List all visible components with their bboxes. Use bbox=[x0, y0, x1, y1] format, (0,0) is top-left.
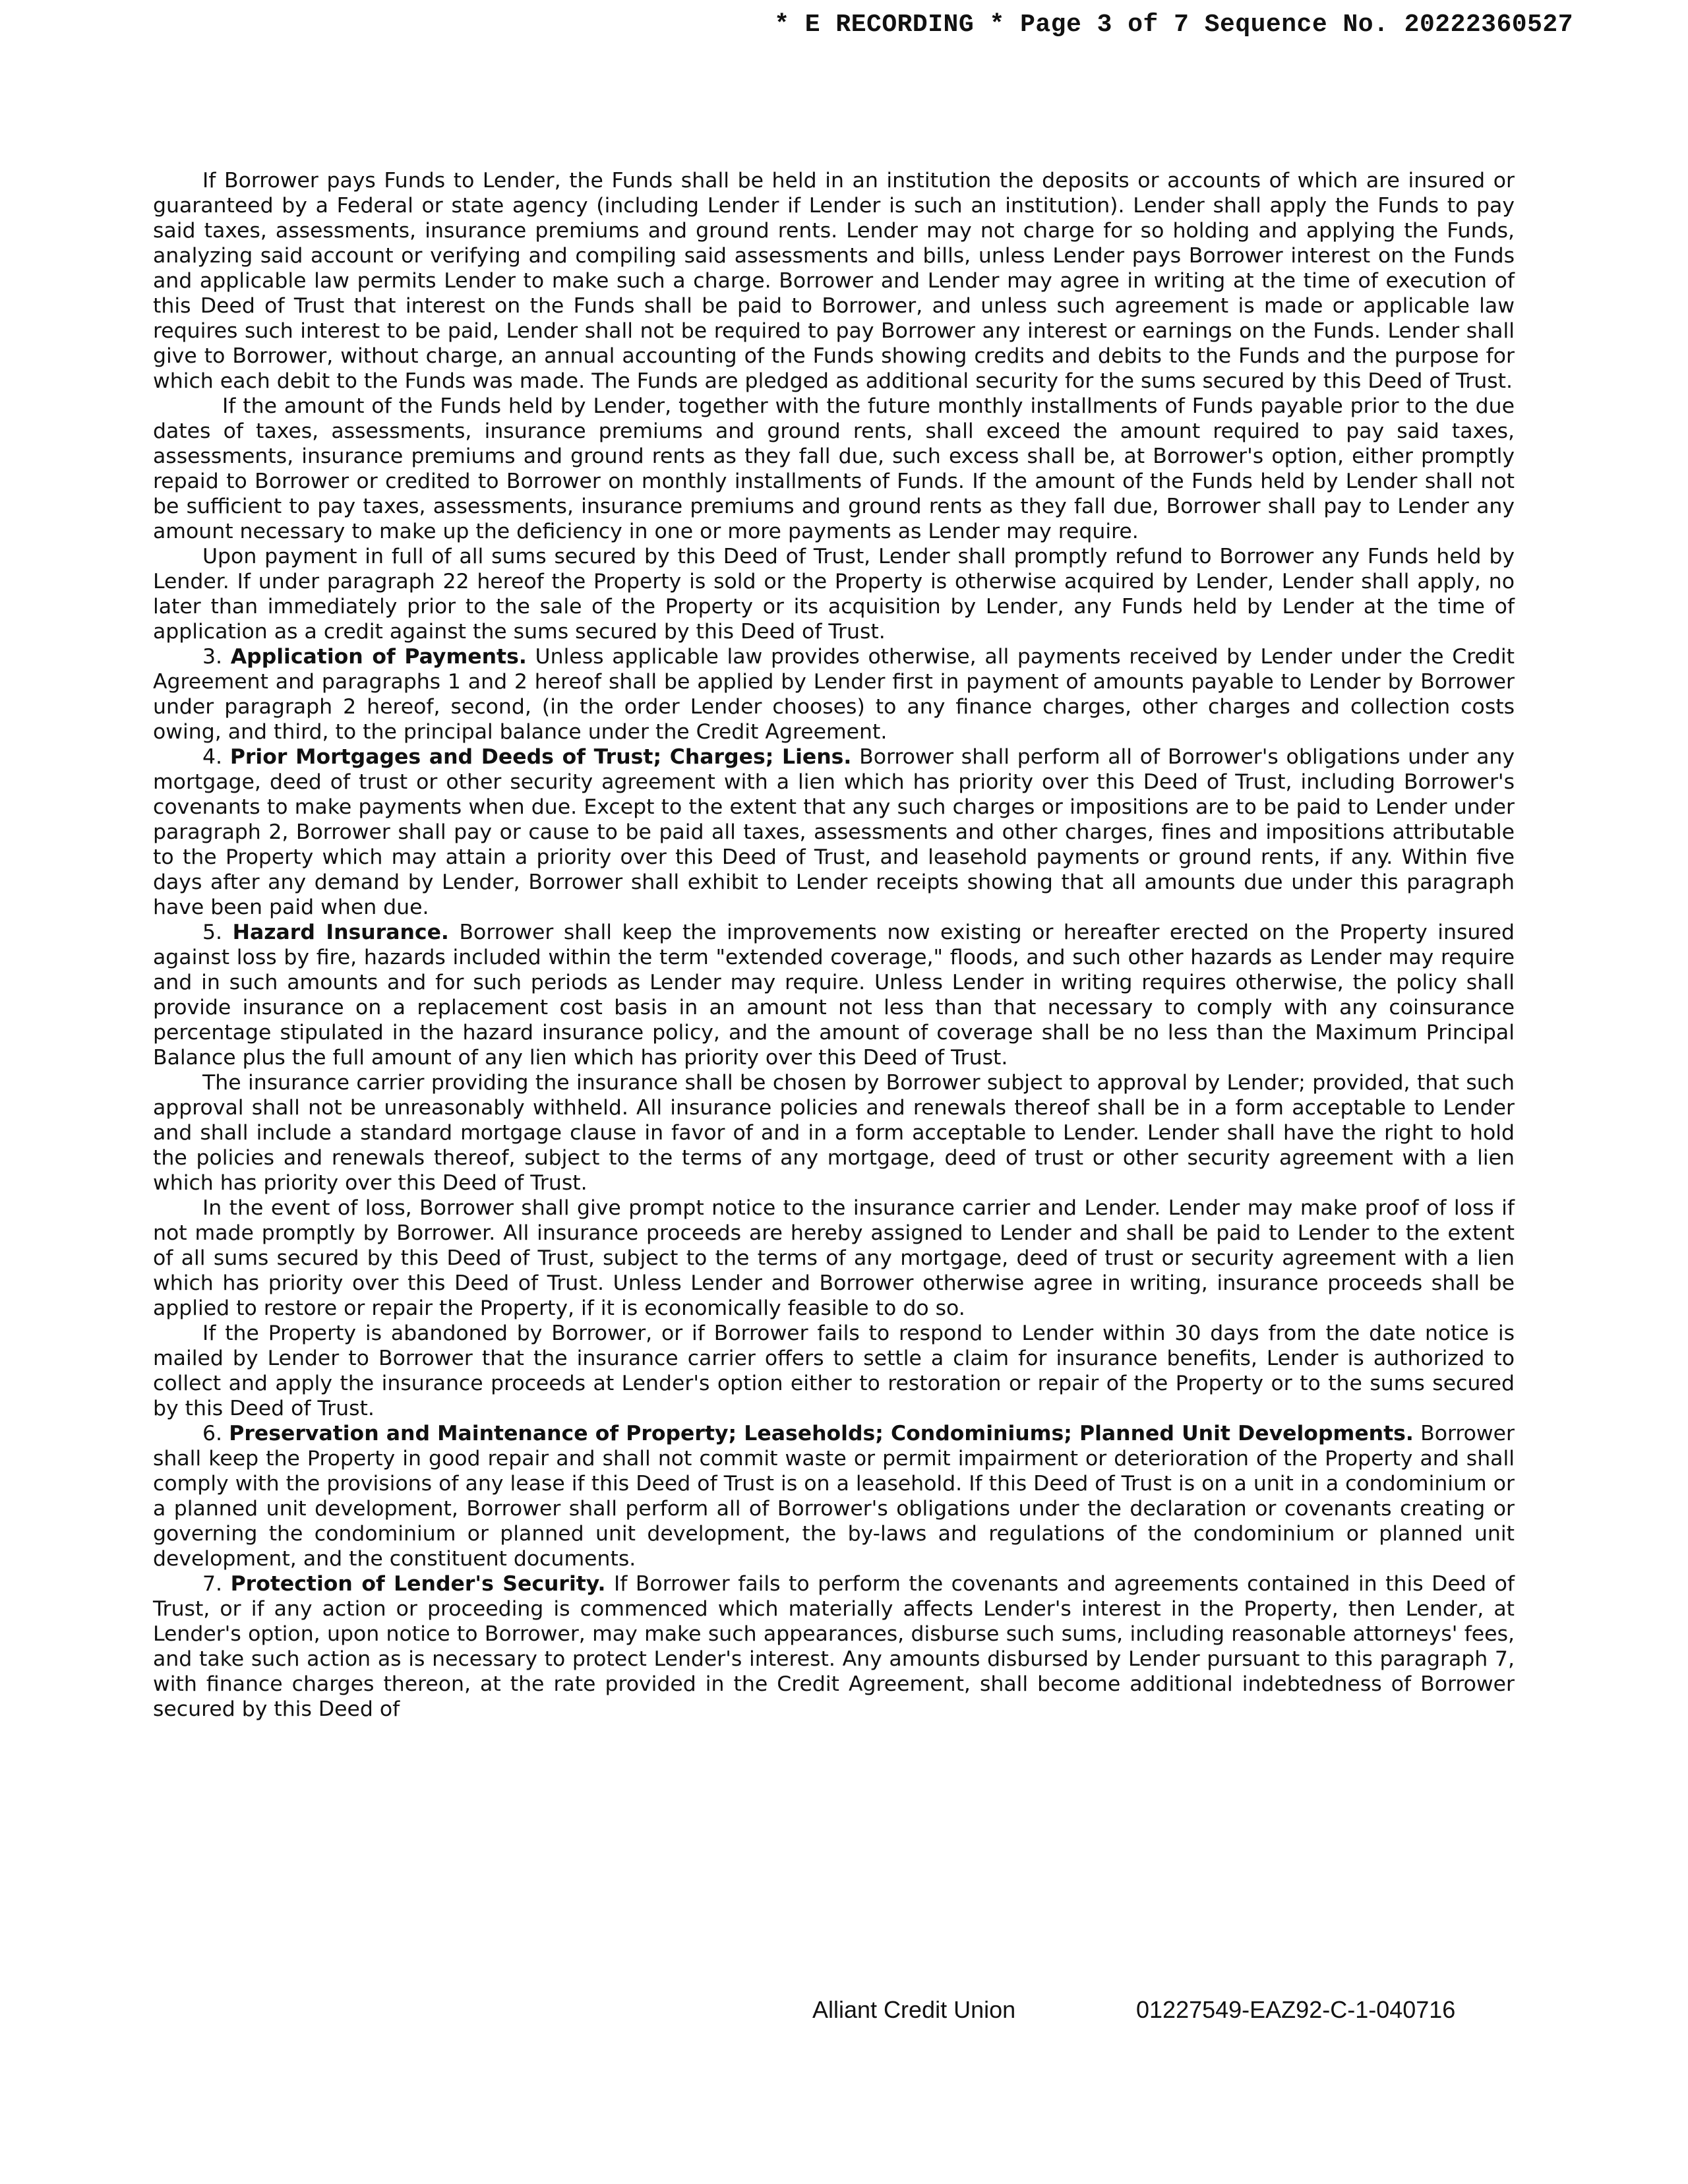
recording-header: * E RECORDING * Page 3 of 7 Sequence No. 20222360527 bbox=[774, 11, 1573, 39]
section-7-protection-of-security bbox=[153, 1571, 1515, 1722]
section-title: Application of Payments. bbox=[230, 645, 527, 669]
section-title: Preservation and Maintenance of Property; Leaseholds; Condominiums; Planned Unit Developments. bbox=[229, 1422, 1414, 1445]
section-4-prior-mortgages bbox=[153, 744, 1515, 920]
section-5-hazard-insurance bbox=[153, 920, 1515, 1070]
paragraph-property-abandoned: If the Property is abandoned by Borrower, or if Borrower fails to respond to Lender within 30 days from the date notice is mailed by Lender to Borrower that the insurance carrier offers to settle a claim for insurance benefits, Lender is authorized to collect and apply the insurance proceeds at Lender's option either to restoration or repair of the Property or to the sums secured by this Deed of Trust. bbox=[153, 1321, 1515, 1420]
paragraph-funds-refund: Upon payment in full of all sums secured by this Deed of Trust, Lender shall promptly refund to Borrower any Funds held by Lender. If under paragraph 22 hereof the Property is sold or the Property is otherwise acquired by Lender, Lender shall apply, no later than immediately prior to the sale of the Property or its acquisition by Lender, any Funds held by Lender at the time of application as a credit against the sums secured by this Deed of Trust. bbox=[153, 545, 1515, 644]
section-6-preservation bbox=[153, 1421, 1515, 1571]
document-body bbox=[153, 168, 1515, 1722]
section-text: Borrower shall keep the Property in good repair and shall not commit waste or permit impairment or deterioration of the Property and shall comply with the provisions of any lease if this Deed of Trust is on a leasehold. If this Deed of Trust is on a unit in a condominium or a planned unit development, Borrower shall perform all of Borrower's obligations under the declaration or covenants creating or governing the condominium or planned unit development, the by-laws and regulations of the condominium or planned unit development, and the constituent documents. bbox=[153, 1422, 1515, 1571]
section-number: 6. bbox=[202, 1422, 223, 1445]
section-text: Unless applicable law provides otherwise, all payments received by Lender under the Credit Agreement and paragraphs 1 and 2 hereof shall be applied by Lender first in payment of amounts payable to Lender by Borrower under paragraph 2 hereof, second, (in the order Lender chooses) to any finance charges, other charges and collection costs owing, and third, to the principal balance under the Credit Agreement. bbox=[153, 645, 1515, 744]
section-number: 4. bbox=[202, 745, 223, 769]
footer-lender-name: Alliant Credit Union bbox=[812, 1996, 1016, 2023]
section-title: Protection of Lender's Security. bbox=[230, 1572, 606, 1596]
footer-document-code: 01227549-EAZ92-C-1-040716 bbox=[1136, 1996, 1456, 2023]
paragraph-funds-excess: If the amount of the Funds held by Lender, together with the future monthly installments of Funds payable prior to the due dates of taxes, assessments, insurance premiums and ground rents, shall exceed the amount required to pay said taxes, assessments, insurance premiums and ground rents as they fall due, such excess shall be, at Borrower's option, either promptly repaid to Borrower or credited to Borrower on monthly installments of Funds. If the amount of the Funds held by Lender shall not be sufficient to pay taxes, assessments, insurance premiums and ground rents as they fall due, Borrower shall pay to Lender any amount necessary to make up the deficiency in one or more payments as Lender may require. bbox=[153, 394, 1515, 543]
paragraph-insurance-carrier: The insurance carrier providing the insurance shall be chosen by Borrower subject to approval by Lender; provided, that such approval shall not be unreasonably withheld. All insurance policies and renewals thereof shall be in a form acceptable to Lender and shall include a standard mortgage clause in favor of and in a form acceptable to Lender. Lender shall have the right to hold the policies and renewals thereof, subject to the terms of any mortgage, deed of trust or other security agreement with a lien which has priority over this Deed of Trust. bbox=[153, 1071, 1515, 1195]
section-3-application-of-payments bbox=[153, 644, 1515, 744]
section-text: Borrower shall perform all of Borrower's obligations under any mortgage, deed of trust or other security agreement with a lien which has priority over this Deed of Trust, including Borrower's covenants to make payments when due. Except to the extent that any such charges or impositions are to be paid to Lender under paragraph 2, Borrower shall pay or cause to be paid all taxes, assessments and other charges, fines and impositions attributable to the Property which may attain a priority over this Deed of Trust, and leasehold payments or ground rents, if any. Within five days after any demand by Lender, Borrower shall exhibit to Lender receipts showing that all amounts due under this paragraph have been paid when due. bbox=[153, 745, 1515, 919]
section-title: Prior Mortgages and Deeds of Trust; Charges; Liens. bbox=[229, 745, 852, 769]
paragraph-funds-held: If Borrower pays Funds to Lender, the Funds shall be held in an institution the deposits or accounts of which are insured or guaranteed by a Federal or state agency (including Lender if Lender is such an institution). Lender shall apply the Funds to pay said taxes, assessments, insurance premiums and ground rents. Lender may not charge for so holding and applying the Funds, analyzing said account or verifying and compiling said assessments and bills, unless Lender pays Borrower interest on the Funds and applicable law permits Lender to make such a charge. Borrower and Lender may agree in writing at the time of execution of this Deed of Trust that interest on the Funds shall be paid to Borrower, and unless such agreement is made or applicable law requires such interest to be paid, Lender shall not be required to pay Borrower any interest or earnings on the Funds. Lender shall give to Borrower, without charge, an annual accounting of the Funds showing credits and debits to the Funds and the purpose for which each debit to the Funds was made. The Funds are pledged as additional security for the sums secured by this Deed of Trust. bbox=[153, 169, 1515, 393]
section-number: 3. bbox=[202, 645, 223, 669]
section-text: Borrower shall keep the improvements now existing or hereafter erected on the Property insured against loss by fire, hazards included within the term "extended coverage," floods, and such other hazards as Lender may require and in such amounts and for such periods as Lender may require. Unless Lender in writing requires otherwise, the policy shall provide insurance on a replacement cost basis in an amount not less than that necessary to comply with any coinsurance percentage stipulated in the hazard insurance policy, and the amount of coverage shall be no less than the Maximum Principal Balance plus the full amount of any lien which has priority over this Deed of Trust. bbox=[153, 921, 1515, 1070]
section-number: 7. bbox=[202, 1572, 223, 1596]
section-title: Hazard Insurance. bbox=[232, 921, 449, 944]
section-text: If Borrower fails to perform the covenants and agreements contained in this Deed of Trust, or if any action or proceeding is commenced which materially affects Lender's interest in the Property, then Lender, at Lender's option, upon notice to Borrower, may make such appearances, disburse such sums, including reasonable attorneys' fees, and take such action as is necessary to protect Lender's interest. Any amounts disbursed by Lender pursuant to this paragraph 7, with finance charges thereon, at the rate provided in the Credit Agreement, shall become additional indebtedness of Borrower secured by this Deed of bbox=[153, 1572, 1515, 1721]
section-number: 5. bbox=[202, 921, 223, 944]
paragraph-event-of-loss: In the event of loss, Borrower shall give prompt notice to the insurance carrier and Lender. Lender may make proof of loss if not made promptly by Borrower. All insurance proceeds are hereby assigned to Lender and shall be paid to Lender to the extent of all sums secured by this Deed of Trust, subject to the terms of any mortgage, deed of trust or security agreement with a lien which has priority over this Deed of Trust. Unless Lender and Borrower otherwise agree in writing, insurance proceeds shall be applied to restore or repair the Property, if it is economically feasible to do so. bbox=[153, 1196, 1515, 1320]
